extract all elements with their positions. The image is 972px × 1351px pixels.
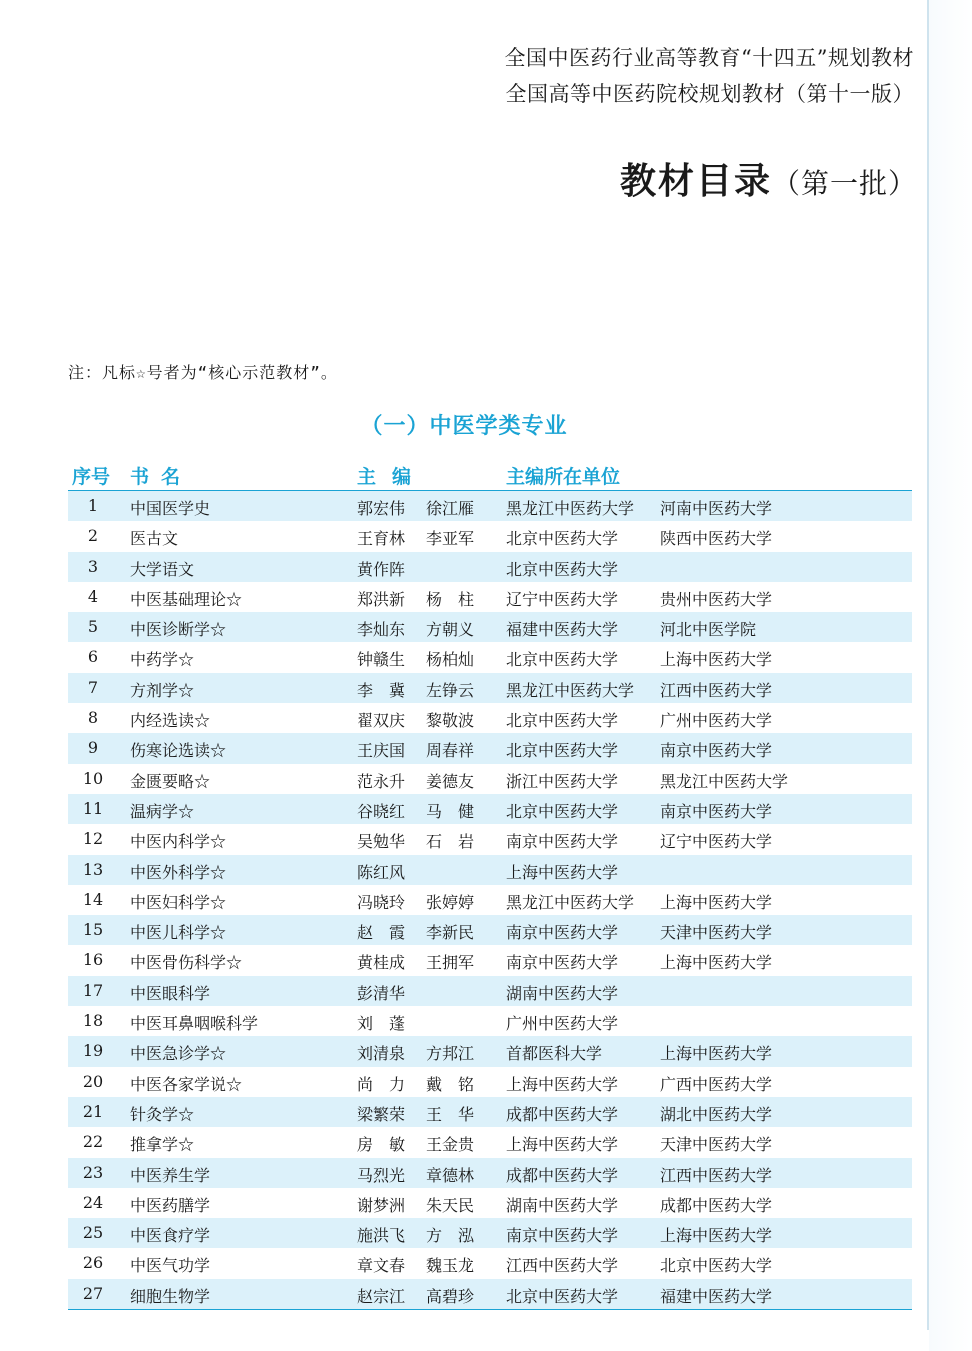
table-row — [68, 491, 912, 521]
book-name: 中医外科学☆ — [130, 862, 227, 882]
editor-2: 周春祥 — [426, 741, 475, 761]
row-no: 21 — [82, 1101, 104, 1121]
table-row — [68, 855, 912, 885]
book-name: 金匮要略☆ — [130, 771, 211, 791]
page-title — [620, 153, 917, 204]
unit-1: 南京中医药大学 — [506, 832, 619, 852]
editor-1: 王庆国 — [357, 741, 406, 761]
unit-2: 河南中医药大学 — [660, 499, 773, 518]
row-no: 12 — [82, 829, 104, 849]
book-name: 推拿学☆ — [130, 1135, 195, 1155]
row-no: 15 — [82, 920, 104, 940]
editor-1: 马烈光 — [357, 1165, 406, 1185]
book-name: 中药学☆ — [130, 650, 195, 670]
row-no: 23 — [82, 1162, 104, 1182]
unit-1: 江西中医药大学 — [506, 1256, 619, 1276]
page-title-sub: （第一批） — [771, 167, 917, 200]
row-no: 16 — [82, 950, 104, 970]
editor-1: 赵 霞 — [357, 923, 406, 943]
unit-1: 上海中医药大学 — [506, 1074, 619, 1094]
table-row — [68, 1158, 912, 1188]
note-text: 注：凡标☆号者为“核心示范教材”。 — [68, 363, 338, 382]
editor-2: 姜德友 — [426, 771, 475, 791]
unit-2: 北京中医药大学 — [660, 1256, 773, 1276]
textbook-table — [68, 458, 912, 1310]
table-body — [68, 491, 912, 1309]
editor-1: 郑洪新 — [357, 589, 406, 609]
unit-1: 成都中医药大学 — [506, 1165, 619, 1185]
table-row — [68, 612, 912, 642]
row-no: 4 — [87, 586, 99, 606]
unit-2: 天津中医药大学 — [660, 1135, 773, 1155]
editor-1: 彭清华 — [357, 983, 406, 1003]
editor-1: 刘 蓬 — [357, 1014, 406, 1034]
editor-2: 左铮云 — [426, 680, 475, 700]
editor-2: 王金贵 — [426, 1135, 475, 1155]
book-name: 中医儿科学☆ — [130, 923, 227, 943]
editor-2: 李亚军 — [426, 529, 475, 549]
editor-1: 章文春 — [357, 1256, 406, 1276]
unit-1: 北京中医药大学 — [506, 741, 619, 761]
editor-2: 朱天民 — [426, 1195, 475, 1215]
book-name: 中医耳鼻咽喉科学 — [130, 1014, 259, 1034]
unit-2: 广西中医药大学 — [660, 1074, 773, 1094]
unit-1: 北京中医药大学 — [506, 711, 619, 731]
row-no: 2 — [87, 526, 99, 546]
editor-1: 王育林 — [357, 529, 406, 549]
table-row — [68, 885, 912, 915]
editor-1: 翟双庆 — [357, 711, 406, 731]
editor-1: 李灿东 — [357, 620, 406, 640]
book-name: 大学语文 — [130, 559, 195, 579]
editor-2: 张婷婷 — [426, 892, 475, 912]
row-no: 24 — [82, 1192, 104, 1212]
book-name: 针灸学☆ — [130, 1104, 195, 1124]
page-title-main: 教材目录 — [619, 161, 772, 202]
book-name: 温病学☆ — [130, 801, 195, 821]
table-row — [68, 824, 912, 854]
table-row — [68, 642, 912, 672]
editor-1: 刘清泉 — [357, 1044, 406, 1064]
book-name: 中医急诊学☆ — [130, 1044, 227, 1064]
unit-1: 湖南中医药大学 — [506, 1195, 619, 1215]
unit-2: 上海中医药大学 — [660, 953, 773, 973]
editor-1: 梁繁荣 — [357, 1104, 406, 1124]
row-no: 13 — [82, 859, 104, 879]
book-name: 细胞生物学 — [130, 1286, 211, 1306]
editor-1: 黄桂成 — [357, 953, 406, 973]
editor-2: 高碧珍 — [426, 1286, 475, 1306]
table-row — [68, 764, 912, 794]
editor-1: 房 敏 — [357, 1135, 406, 1155]
editor-1: 范永升 — [357, 771, 406, 791]
table-row — [68, 521, 912, 551]
unit-2: 辽宁中医药大学 — [660, 832, 773, 852]
editor-2: 杨 柱 — [426, 589, 475, 609]
unit-2: 贵州中医药大学 — [660, 589, 773, 609]
unit-2: 上海中医药大学 — [660, 650, 773, 670]
row-no: 14 — [82, 889, 104, 909]
book-name: 中医各家学说☆ — [130, 1074, 243, 1094]
row-no: 22 — [82, 1132, 104, 1152]
series-header — [505, 40, 914, 112]
row-no: 25 — [82, 1223, 104, 1243]
unit-1: 北京中医药大学 — [506, 559, 619, 579]
unit-2: 湖北中医药大学 — [660, 1104, 773, 1124]
book-name: 中国医学史 — [130, 499, 211, 518]
unit-2: 南京中医药大学 — [660, 801, 773, 821]
unit-1: 北京中医药大学 — [506, 650, 619, 670]
unit-2: 黑龙江中医药大学 — [660, 771, 789, 791]
book-name: 医古文 — [130, 529, 179, 549]
editor-1: 李 冀 — [357, 680, 406, 700]
unit-1: 南京中医药大学 — [506, 923, 619, 943]
editor-2: 方邦江 — [426, 1044, 475, 1064]
unit-2: 上海中医药大学 — [660, 1044, 773, 1064]
book-name: 中医妇科学☆ — [130, 892, 227, 912]
unit-2: 上海中医药大学 — [660, 1226, 773, 1246]
row-no: 26 — [82, 1253, 104, 1273]
row-no: 6 — [87, 647, 99, 667]
row-no: 5 — [87, 617, 99, 637]
unit-1: 成都中医药大学 — [506, 1104, 619, 1124]
header-name: 书名 — [130, 466, 193, 488]
table-row — [68, 915, 912, 945]
editor-2: 杨柏灿 — [426, 650, 475, 670]
unit-2: 南京中医药大学 — [660, 741, 773, 761]
unit-2: 天津中医药大学 — [660, 923, 773, 943]
editor-2: 马 健 — [426, 801, 475, 821]
row-no: 10 — [82, 768, 104, 788]
book-name: 中医内科学☆ — [130, 832, 227, 852]
table-row — [68, 1006, 912, 1036]
header-units: 主编所在单位 — [506, 466, 621, 488]
table-bottom-rule — [68, 1309, 912, 1310]
unit-2: 成都中医药大学 — [660, 1195, 773, 1215]
header-editors: 主编 — [357, 466, 428, 488]
row-no: 9 — [87, 738, 99, 758]
header-no: 序号 — [72, 466, 111, 488]
row-no: 8 — [87, 708, 99, 728]
editor-1: 郭宏伟 — [357, 499, 406, 518]
editor-1: 钟赣生 — [357, 650, 406, 670]
book-name: 中医养生学 — [130, 1165, 211, 1185]
unit-1: 辽宁中医药大学 — [506, 589, 619, 609]
unit-1: 北京中医药大学 — [506, 801, 619, 821]
page-edge-line — [927, 0, 929, 1330]
table-row — [68, 733, 912, 763]
table-row — [68, 1218, 912, 1248]
editor-2: 方 泓 — [426, 1226, 475, 1246]
series-line-2: 全国高等中医药院校规划教材（第十一版） — [505, 82, 914, 106]
book-name: 内经选读☆ — [130, 711, 211, 731]
series-line-1: 全国中医药行业高等教育“十四五”规划教材 — [504, 46, 914, 70]
table-row — [68, 552, 912, 582]
unit-1: 南京中医药大学 — [506, 1226, 619, 1246]
row-no: 27 — [82, 1283, 104, 1303]
editor-2: 戴 铭 — [426, 1074, 475, 1094]
editor-1: 谢梦洲 — [357, 1195, 406, 1215]
table-row — [68, 582, 912, 612]
unit-1: 首都医科大学 — [506, 1044, 603, 1064]
section-title: （一）中医学类专业 — [360, 413, 568, 439]
unit-1: 北京中医药大学 — [506, 1286, 619, 1306]
book-name: 中医眼科学 — [130, 983, 211, 1003]
editor-2: 魏玉龙 — [426, 1256, 475, 1276]
table-row — [68, 976, 912, 1006]
book-name: 中医食疗学 — [130, 1226, 211, 1246]
unit-1: 黑龙江中医药大学 — [506, 892, 635, 912]
table-row — [68, 1097, 912, 1127]
row-no: 19 — [82, 1041, 104, 1061]
book-name: 伤寒论选读☆ — [130, 741, 227, 761]
row-no: 3 — [87, 556, 99, 576]
editor-2: 黎敬波 — [426, 711, 475, 731]
editor-2: 王 华 — [426, 1104, 475, 1124]
unit-1: 浙江中医药大学 — [506, 771, 619, 791]
book-name: 中医诊断学☆ — [130, 620, 227, 640]
book-name: 中医基础理论☆ — [130, 589, 243, 609]
editor-1: 黄作阵 — [357, 559, 406, 579]
table-row — [68, 1248, 912, 1278]
unit-1: 上海中医药大学 — [506, 1135, 619, 1155]
editor-2: 王拥军 — [426, 953, 475, 973]
book-name: 中医骨伤科学☆ — [130, 953, 243, 973]
table-row — [68, 1067, 912, 1097]
editor-1: 谷晓红 — [357, 801, 406, 821]
editor-1: 冯晓玲 — [357, 892, 406, 912]
unit-1: 福建中医药大学 — [506, 620, 619, 640]
unit-2: 江西中医药大学 — [660, 1165, 773, 1185]
editor-1: 吴勉华 — [357, 832, 406, 852]
page-edge-shade — [929, 0, 972, 1351]
unit-2: 广州中医药大学 — [660, 711, 773, 731]
unit-2: 江西中医药大学 — [660, 680, 773, 700]
unit-1: 南京中医药大学 — [506, 953, 619, 973]
table-row — [68, 1127, 912, 1157]
row-no: 18 — [82, 1011, 104, 1031]
editor-2: 方朝义 — [426, 620, 475, 640]
table-row — [68, 794, 912, 824]
table-header — [68, 458, 912, 491]
row-no: 11 — [82, 798, 104, 818]
unit-2: 河北中医学院 — [660, 620, 757, 640]
editor-2: 徐江雁 — [426, 499, 475, 518]
table-row — [68, 1279, 912, 1309]
table-row — [68, 673, 912, 703]
row-no: 20 — [82, 1071, 104, 1091]
unit-2: 陕西中医药大学 — [660, 529, 773, 549]
unit-2: 上海中医药大学 — [660, 892, 773, 912]
unit-2: 福建中医药大学 — [660, 1286, 773, 1306]
unit-1: 湖南中医药大学 — [506, 983, 619, 1003]
row-no: 17 — [82, 980, 104, 1000]
unit-1: 黑龙江中医药大学 — [506, 499, 635, 518]
row-no: 7 — [87, 677, 99, 697]
book-name: 中医药膳学 — [130, 1195, 211, 1215]
editor-2: 石 岩 — [426, 832, 475, 852]
unit-1: 广州中医药大学 — [506, 1014, 619, 1034]
editor-2: 李新民 — [426, 923, 475, 943]
book-name: 方剂学☆ — [130, 680, 195, 700]
unit-1: 黑龙江中医药大学 — [506, 680, 635, 700]
table-row — [68, 703, 912, 733]
table-row — [68, 1188, 912, 1218]
row-no: 1 — [87, 496, 99, 515]
book-name: 中医气功学 — [130, 1256, 211, 1276]
editor-1: 尚 力 — [357, 1074, 406, 1094]
editor-1: 赵宗江 — [357, 1286, 406, 1306]
table-row — [68, 1036, 912, 1066]
table-row — [68, 945, 912, 975]
unit-1: 上海中医药大学 — [506, 862, 619, 882]
editor-1: 施洪飞 — [357, 1226, 406, 1246]
unit-1: 北京中医药大学 — [506, 529, 619, 549]
editor-2: 章德林 — [426, 1165, 475, 1185]
editor-1: 陈红风 — [357, 862, 406, 882]
